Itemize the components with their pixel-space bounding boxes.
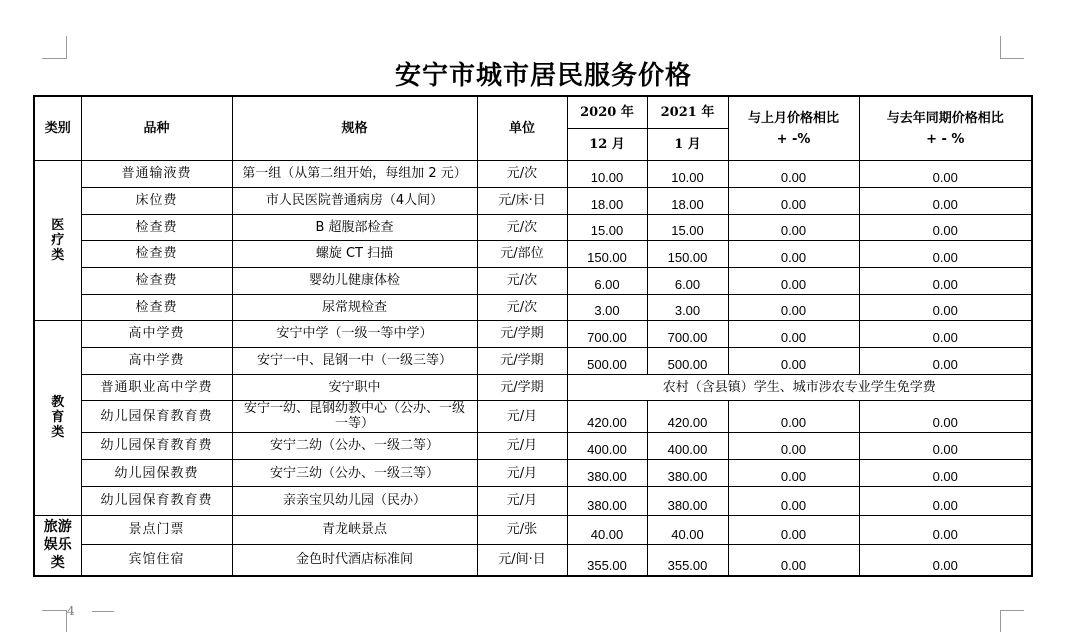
row-yoy: 0.00 bbox=[859, 515, 1032, 544]
row-curr-price: 10.00 bbox=[647, 161, 728, 187]
header-row bbox=[34, 96, 1032, 128]
row-curr-price: 150.00 bbox=[647, 241, 728, 267]
row-yoy: 0.00 bbox=[859, 321, 1032, 347]
row-item: 床位费 bbox=[81, 187, 232, 214]
header-spec: 规格 bbox=[232, 96, 477, 161]
row-mom: 0.00 bbox=[728, 347, 859, 374]
row-curr-price: 15.00 bbox=[647, 214, 728, 240]
row-yoy: 0.00 bbox=[859, 294, 1032, 320]
row-mom: 0.00 bbox=[728, 187, 859, 214]
row-unit: 元/学期 bbox=[477, 347, 567, 374]
header-yoy-label: 与去年同期价格相比 bbox=[886, 110, 1004, 126]
header-category: 类别 bbox=[34, 96, 81, 161]
table-row bbox=[34, 161, 1032, 187]
row-curr-price: 40.00 bbox=[647, 515, 728, 544]
row-item: 宾馆住宿 bbox=[81, 544, 232, 576]
row-mom: 0.00 bbox=[728, 401, 859, 432]
row-mom: 0.00 bbox=[728, 267, 859, 294]
table-row bbox=[34, 544, 1032, 576]
row-unit: 元/月 bbox=[477, 432, 567, 459]
row-curr-price: 420.00 bbox=[647, 401, 728, 432]
row-curr-price: 500.00 bbox=[647, 347, 728, 374]
row-yoy: 0.00 bbox=[859, 161, 1032, 187]
table-row bbox=[34, 241, 1032, 267]
row-prev-price: 700.00 bbox=[567, 321, 647, 347]
crop-mark-top-right-vertical bbox=[1000, 36, 1001, 59]
category-medical-label: 医疗类 bbox=[51, 218, 65, 264]
table-row bbox=[34, 267, 1032, 294]
row-curr-price: 3.00 bbox=[647, 294, 728, 320]
row-prev-price: 380.00 bbox=[567, 459, 647, 486]
table-row bbox=[34, 321, 1032, 347]
row-spec: 亲亲宝贝幼儿园（民办） bbox=[232, 487, 477, 515]
row-yoy: 0.00 bbox=[859, 459, 1032, 486]
row-spec: 青龙峡景点 bbox=[232, 515, 477, 544]
row-mom: 0.00 bbox=[728, 241, 859, 267]
row-spec: 第一组（从第二组开始，每组加 2 元） bbox=[232, 161, 477, 187]
row-prev-price: 420.00 bbox=[567, 401, 647, 432]
row-curr-price: 380.00 bbox=[647, 487, 728, 515]
category-tourism-label: 旅游娱乐类 bbox=[43, 519, 72, 572]
row-prev-price: 355.00 bbox=[567, 544, 647, 576]
category-education-label: 教育类 bbox=[51, 395, 65, 441]
price-table bbox=[33, 95, 1033, 577]
row-yoy: 0.00 bbox=[859, 487, 1032, 515]
row-unit: 元/学期 bbox=[477, 321, 567, 347]
category-education bbox=[34, 321, 81, 515]
row-unit: 元/月 bbox=[477, 401, 567, 432]
row-mom: 0.00 bbox=[728, 294, 859, 320]
page-title: 安宁市城市居民服务价格 bbox=[394, 61, 692, 91]
row-unit: 元/次 bbox=[477, 294, 567, 320]
row-unit: 元/张 bbox=[477, 515, 567, 544]
row-spec: 安宁一中、昆钢一中（一级三等） bbox=[232, 347, 477, 374]
header-curr-year: 2021 年 bbox=[647, 96, 728, 128]
row-item: 检查费 bbox=[81, 214, 232, 240]
header-curr-month: 1 月 bbox=[647, 128, 728, 160]
page-number-line bbox=[92, 611, 114, 612]
row-spec: 安宁三幼（公办、一级三等） bbox=[232, 459, 477, 486]
table-row bbox=[34, 432, 1032, 459]
row-mom: 0.00 bbox=[728, 487, 859, 515]
row-prev-price: 500.00 bbox=[567, 347, 647, 374]
row-item: 幼儿园保教费 bbox=[81, 459, 232, 486]
table-row bbox=[34, 487, 1032, 515]
row-item: 普通输液费 bbox=[81, 161, 232, 187]
row-spec: 螺旋 CT 扫描 bbox=[232, 241, 477, 267]
table-row bbox=[34, 187, 1032, 214]
row-prev-price: 150.00 bbox=[567, 241, 647, 267]
row-mom: 0.00 bbox=[728, 432, 859, 459]
row-prev-price: 10.00 bbox=[567, 161, 647, 187]
row-prev-price: 3.00 bbox=[567, 294, 647, 320]
row-note: 农村（含县镇）学生、城市涉农专业学生免学费 bbox=[567, 374, 1032, 400]
crop-mark-top-left-vertical bbox=[66, 36, 67, 59]
row-unit: 元/间·日 bbox=[477, 544, 567, 576]
row-spec: 尿常规检查 bbox=[232, 294, 477, 320]
row-spec: 安宁一幼、昆钢幼教中心（公办、一级一等） bbox=[232, 401, 477, 432]
row-curr-price: 18.00 bbox=[647, 187, 728, 214]
row-curr-price: 700.00 bbox=[647, 321, 728, 347]
row-spec: 市人民医院普通病房（4人间） bbox=[232, 187, 477, 214]
row-yoy: 0.00 bbox=[859, 187, 1032, 214]
crop-mark-bottom-left bbox=[42, 610, 67, 611]
row-yoy: 0.00 bbox=[859, 544, 1032, 576]
row-unit: 元/学期 bbox=[477, 374, 567, 400]
row-unit: 元/床·日 bbox=[477, 187, 567, 214]
row-item: 高中学费 bbox=[81, 347, 232, 374]
page-number: 4 bbox=[67, 604, 75, 618]
row-unit: 元/次 bbox=[477, 161, 567, 187]
category-tourism bbox=[34, 515, 81, 576]
row-unit: 元/次 bbox=[477, 214, 567, 240]
row-item: 检查费 bbox=[81, 267, 232, 294]
row-mom: 0.00 bbox=[728, 515, 859, 544]
header-yoy bbox=[859, 96, 1032, 161]
row-item: 幼儿园保育教育费 bbox=[81, 432, 232, 459]
header-mom-label: 与上月价格相比 bbox=[747, 110, 839, 126]
table-row bbox=[34, 515, 1032, 544]
row-mom: 0.00 bbox=[728, 321, 859, 347]
crop-mark-bottom-right bbox=[1000, 610, 1024, 611]
header-prev-year: 2020 年 bbox=[567, 96, 647, 128]
table-row bbox=[34, 459, 1032, 486]
row-curr-price: 380.00 bbox=[647, 459, 728, 486]
row-curr-price: 6.00 bbox=[647, 267, 728, 294]
row-curr-price: 355.00 bbox=[647, 544, 728, 576]
row-yoy: 0.00 bbox=[859, 347, 1032, 374]
row-item: 幼儿园保育教育费 bbox=[81, 401, 232, 432]
table-row bbox=[34, 401, 1032, 432]
row-yoy: 0.00 bbox=[859, 214, 1032, 240]
row-prev-price: 18.00 bbox=[567, 187, 647, 214]
row-mom: 0.00 bbox=[728, 544, 859, 576]
category-medical bbox=[34, 161, 81, 321]
row-spec: 婴幼儿健康体检 bbox=[232, 267, 477, 294]
table-row bbox=[34, 374, 1032, 400]
row-item: 高中学费 bbox=[81, 321, 232, 347]
row-prev-price: 400.00 bbox=[567, 432, 647, 459]
table-row bbox=[34, 294, 1032, 320]
row-item: 普通职业高中学费 bbox=[81, 374, 232, 400]
row-unit: 元/部位 bbox=[477, 241, 567, 267]
row-spec: 安宁中学（一级一等中学） bbox=[232, 321, 477, 347]
row-unit: 元/月 bbox=[477, 487, 567, 515]
row-mom: 0.00 bbox=[728, 459, 859, 486]
row-item: 检查费 bbox=[81, 241, 232, 267]
row-yoy: 0.00 bbox=[859, 241, 1032, 267]
row-prev-price: 380.00 bbox=[567, 487, 647, 515]
row-spec: 金色时代酒店标准间 bbox=[232, 544, 477, 576]
row-item: 检查费 bbox=[81, 294, 232, 320]
header-prev-month: 12 月 bbox=[567, 128, 647, 160]
row-mom: 0.00 bbox=[728, 161, 859, 187]
row-item: 景点门票 bbox=[81, 515, 232, 544]
header-yoy-unit: + - % bbox=[926, 131, 965, 147]
row-prev-price: 40.00 bbox=[567, 515, 647, 544]
row-unit: 元/月 bbox=[477, 459, 567, 486]
table-row bbox=[34, 347, 1032, 374]
row-spec: 安宁二幼（公办、一级二等） bbox=[232, 432, 477, 459]
header-mom-unit: + -% bbox=[776, 131, 811, 147]
row-yoy: 0.00 bbox=[859, 267, 1032, 294]
row-item: 幼儿园保育教育费 bbox=[81, 487, 232, 515]
header-item: 品种 bbox=[81, 96, 232, 161]
row-spec: 安宁职中 bbox=[232, 374, 477, 400]
row-mom: 0.00 bbox=[728, 214, 859, 240]
header-mom bbox=[728, 96, 859, 161]
row-prev-price: 6.00 bbox=[567, 267, 647, 294]
row-yoy: 0.00 bbox=[859, 432, 1032, 459]
table-row bbox=[34, 214, 1032, 240]
header-unit: 单位 bbox=[477, 96, 567, 161]
row-prev-price: 15.00 bbox=[567, 214, 647, 240]
crop-mark-bottom-right-vertical bbox=[1000, 610, 1001, 632]
row-yoy: 0.00 bbox=[859, 401, 1032, 432]
row-curr-price: 400.00 bbox=[647, 432, 728, 459]
row-unit: 元/次 bbox=[477, 267, 567, 294]
row-spec: B 超腹部检查 bbox=[232, 214, 477, 240]
